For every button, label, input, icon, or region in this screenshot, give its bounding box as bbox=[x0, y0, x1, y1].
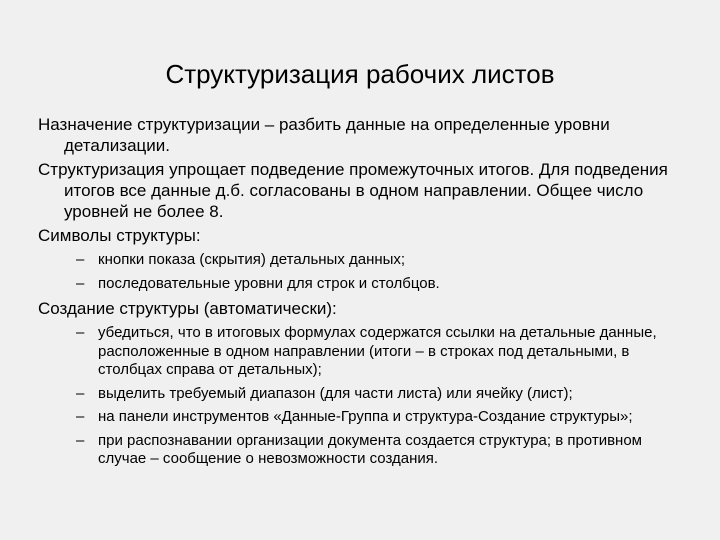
slide-title: Структуризация рабочих листов bbox=[165, 59, 555, 89]
dash-bullet: – bbox=[76, 274, 85, 292]
slide-body bbox=[38, 114, 688, 474]
paragraph-purpose: Назначение структуризации – разбить данные на определенные уровни детализации. bbox=[38, 115, 610, 155]
sub-item-text: при распознавании организации документа создается структура; в противном случае – сообщение о невозможности создания. bbox=[98, 431, 642, 467]
sub-item-buttons bbox=[76, 251, 688, 270]
sub-item-select-range bbox=[76, 385, 688, 404]
sub-item-verify bbox=[76, 324, 688, 380]
sub-item-levels bbox=[76, 275, 688, 294]
paragraph-symbols: Символы структуры: bbox=[38, 226, 201, 245]
sub-item-recognition bbox=[76, 432, 688, 469]
paragraph-simplifies: Структуризация упрощает подведение промежуточных итогов. Для подведения итогов все данные д.б. согласованы в одном направлении. Общее число уровней не более 8. bbox=[38, 160, 668, 221]
dash-bullet: – bbox=[76, 251, 85, 268]
paragraph-creation: Создание структуры (автоматически): bbox=[38, 299, 337, 318]
sub-item-text: выделить требуемый диапазон (для части листа) или ячейку (лист); bbox=[98, 384, 573, 402]
sub-item-text: последовательные уровни для строк и столбцов. bbox=[98, 274, 440, 292]
dash-bullet: – bbox=[76, 408, 85, 425]
dash-bullet: – bbox=[76, 384, 85, 402]
sub-item-text: убедиться, что в итоговых формулах содержатся ссылки на детальные данные, расположенные в одном направлении (итоги – в строках под детальными, в столбцах справа от детальных); bbox=[98, 324, 657, 378]
dash-bullet: – bbox=[76, 324, 85, 341]
sub-item-text: на панели инструментов «Данные-Группа и структура-Создание структуры»; bbox=[98, 408, 633, 425]
sub-item-text: кнопки показа (скрытия) детальных данных; bbox=[98, 251, 406, 268]
sub-item-toolbar bbox=[76, 408, 688, 427]
dash-bullet: – bbox=[76, 431, 85, 449]
